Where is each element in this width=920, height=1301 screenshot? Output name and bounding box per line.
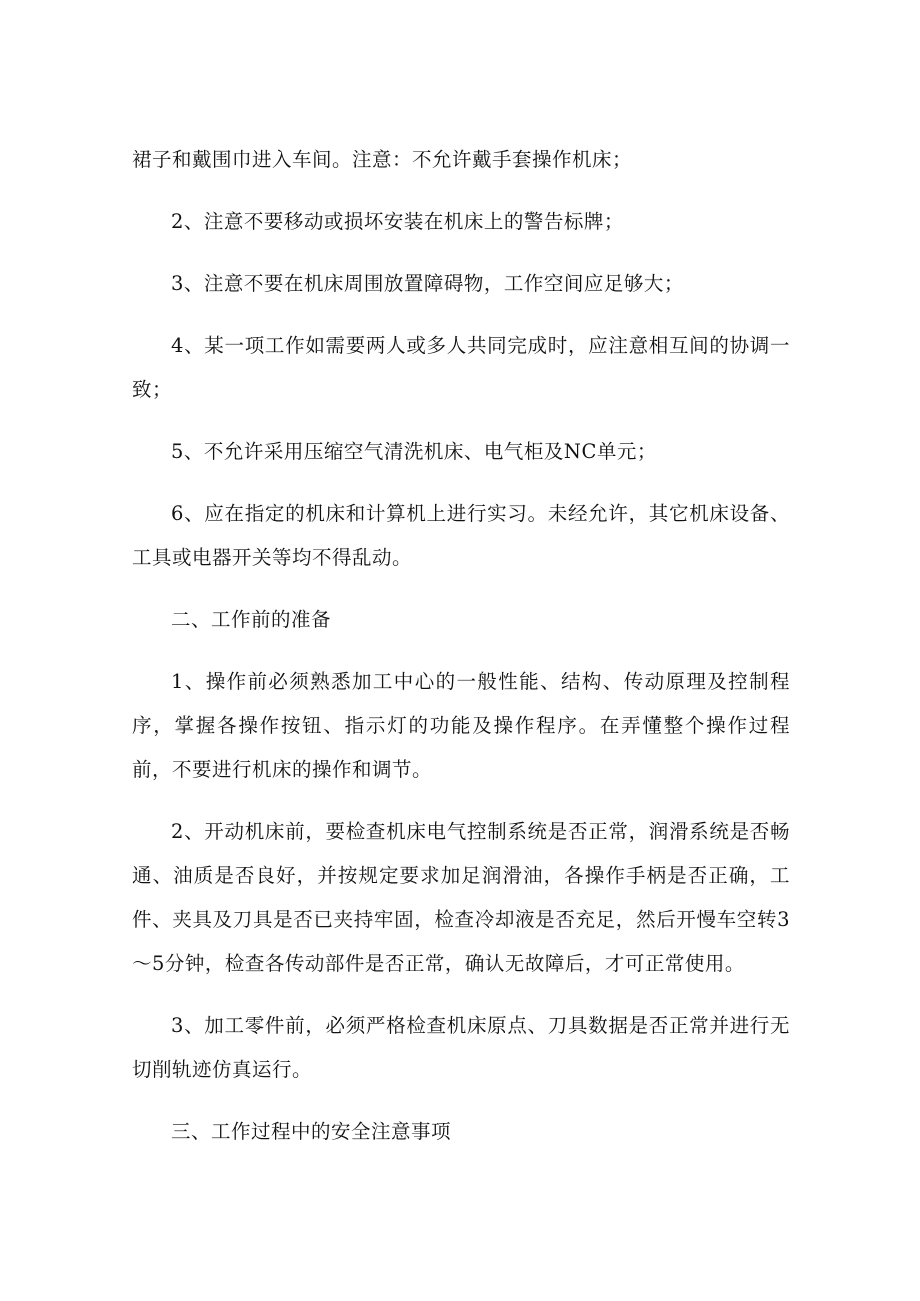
section-heading-3: 三、工作过程中的安全注意事项 bbox=[171, 1120, 452, 1143]
paragraph-rule-6: 6、应在指定的机床和计算机上进行实习。未经允许，其它机床设备、工具或电器开关等均不得乱动。 bbox=[132, 502, 790, 569]
paragraph-prep-1: 1、操作前必须熟悉加工中心的一般性能、结构、传动原理及控制程序，掌握各操作按钮、指示灯的功能及操作程序。在弄懂整个操作过程前，不要进行机床的操作和调节。 bbox=[132, 670, 790, 781]
section-heading-2: 二、工作前的准备 bbox=[171, 608, 332, 631]
paragraph-prep-2: 2、开动机床前，要检查机床电气控制系统是否正常，润滑系统是否畅通、油质是否良好，并按规定要求加足润滑油，各操作手柄是否正确，工件、夹具及刀具是否已夹持牢固，检查冷却液是否充足，然后开慢车空转3～5分钟，检查各传动部件是否正常，确认无故障后，才可正常使用。 bbox=[132, 820, 790, 975]
paragraph-rule-5: 5、不允许采用压缩空气清洗机床、电气柜及NC单元； bbox=[171, 440, 657, 463]
paragraph-prep-3: 3、加工零件前，必须严格检查机床原点、刀具数据是否正常并进行无切削轨迹仿真运行。 bbox=[132, 1014, 790, 1081]
paragraph-rule-2: 2、注意不要移动或损坏安装在机床上的警告标牌； bbox=[171, 210, 624, 233]
paragraph-rule-4: 4、某一项工作如需要两人或多人共同完成时，应注意相互间的协调一致； bbox=[132, 334, 790, 401]
paragraph-continuation: 裙子和戴围巾进入车间。注意：不允许戴手套操作机床； bbox=[132, 148, 633, 171]
document-body bbox=[132, 138, 790, 1172]
paragraph-rule-3: 3、注意不要在机床周围放置障碍物，工作空间应足够大； bbox=[171, 272, 684, 295]
